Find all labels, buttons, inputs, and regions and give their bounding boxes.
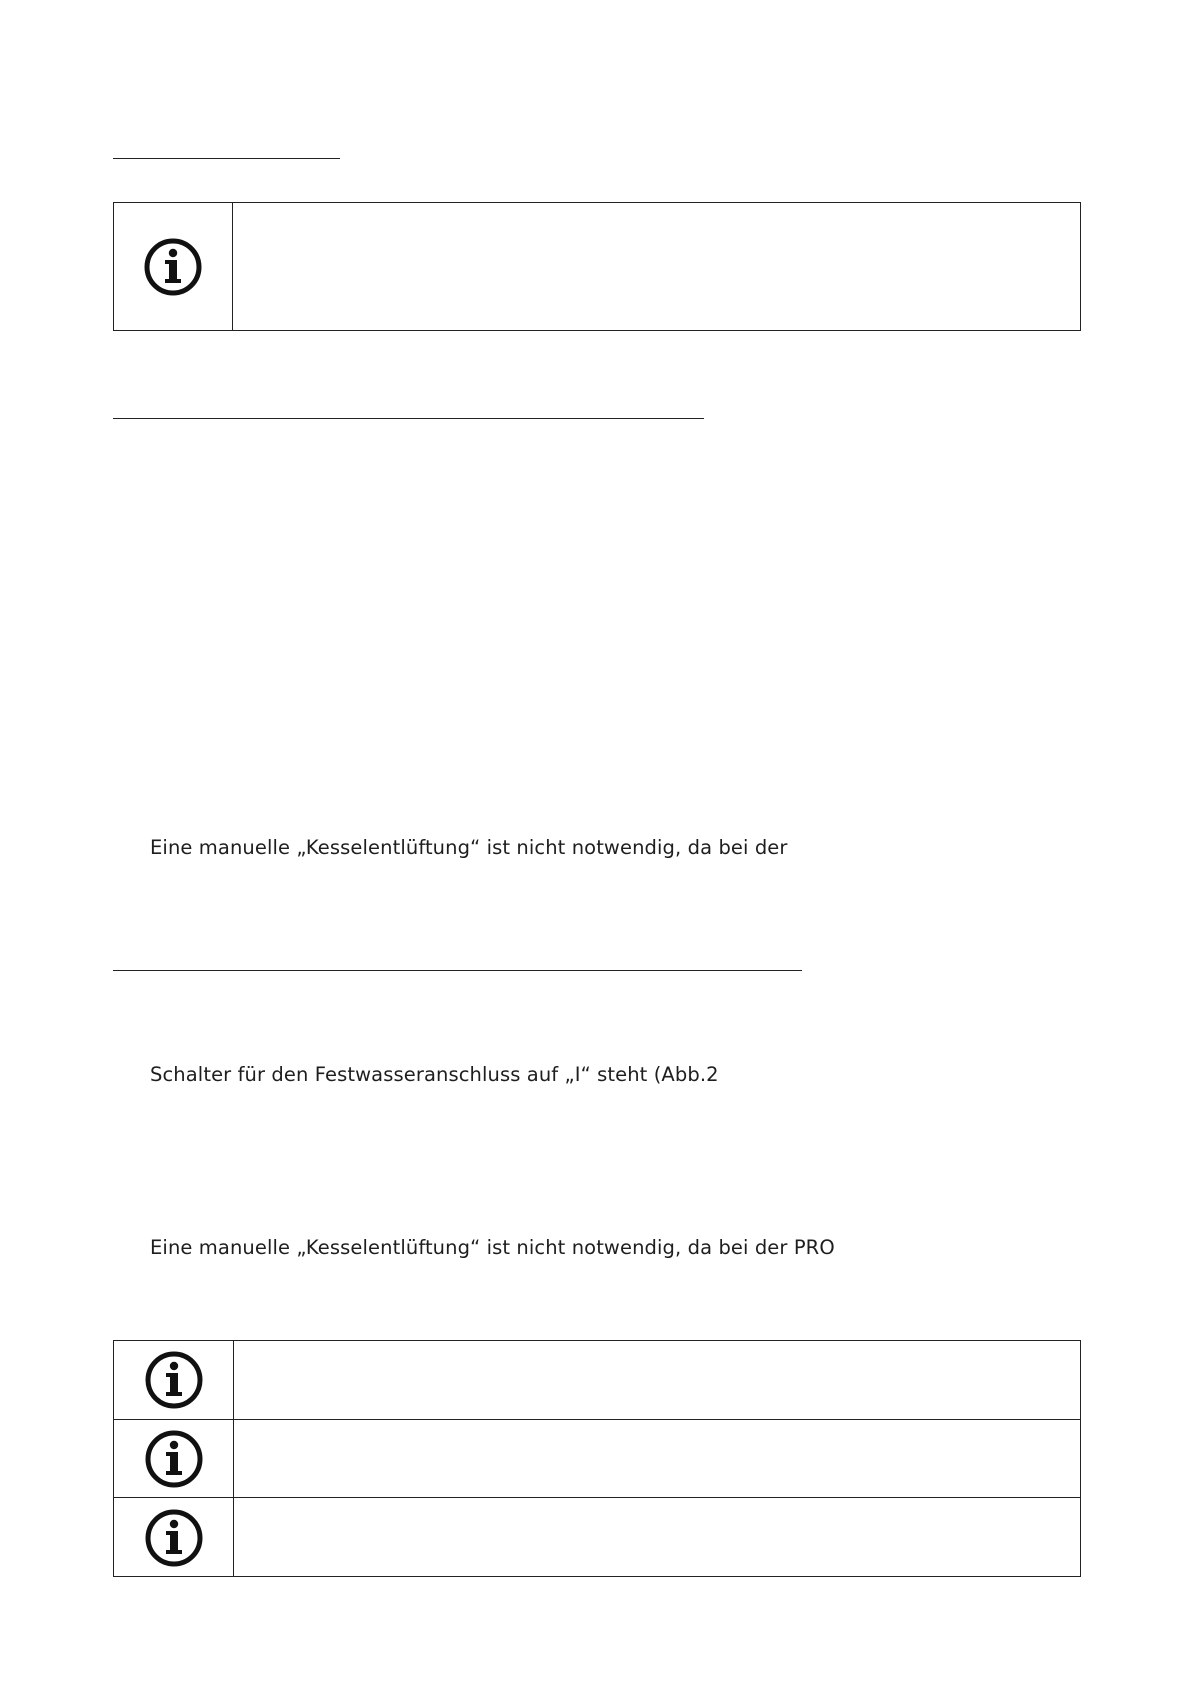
info-box-text-cell [233, 203, 1080, 330]
info-circle-icon [143, 1428, 205, 1490]
info-row-icon-cell [114, 1498, 233, 1577]
info-box-1 [113, 202, 1081, 331]
section-heading-rule-1 [113, 158, 340, 159]
info-row-icon-cell [114, 1341, 233, 1419]
info-row-icon-cell [114, 1420, 233, 1498]
paragraph-kesselentlueftung-2: Eine manuelle „Kesselentlüftung“ ist nicht notwendig, da bei der PRO [150, 1236, 835, 1259]
section-heading-rule-2 [113, 418, 704, 419]
paragraph-kesselentlueftung-1: Eine manuelle „Kesselentlüftung“ ist nicht notwendig, da bei der [150, 836, 788, 859]
section-heading-rule-3 [113, 970, 802, 971]
info-row-1 [114, 1341, 1080, 1419]
paragraph-festwasseranschluss: Schalter für den Festwasseranschluss auf „I“ steht (Abb.2 [150, 1063, 719, 1086]
info-circle-icon [143, 1349, 205, 1411]
info-box-stack [113, 1340, 1081, 1577]
info-row-3 [114, 1497, 1080, 1577]
info-row-2 [114, 1419, 1080, 1498]
info-circle-icon [143, 1507, 205, 1569]
info-circle-icon [142, 236, 204, 298]
info-box-icon-cell [114, 203, 233, 330]
